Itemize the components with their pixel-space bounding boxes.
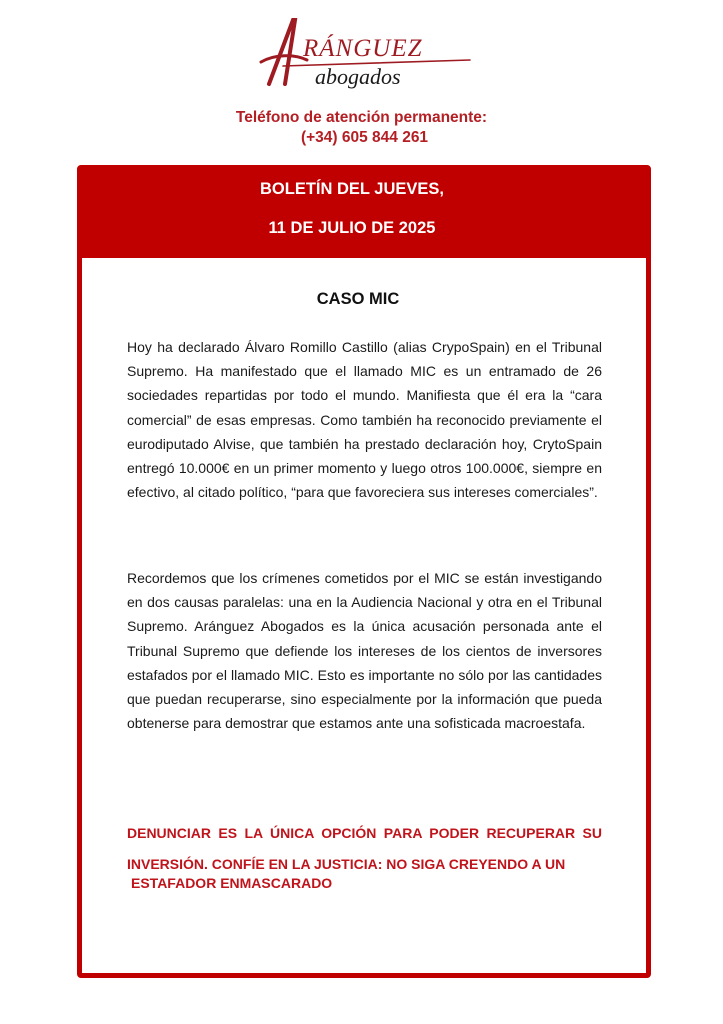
- cta-line-2: INVERSIÓN. CONFÍE EN LA JUSTICIA: NO SIGA CREYENDO A UN: [127, 856, 566, 872]
- cta-line-1: DENUNCIAR ES LA ÚNICA OPCIÓN PARA PODER RECUPERAR SU: [127, 825, 602, 841]
- bulletin-box: [77, 165, 651, 978]
- case-title: CASO MIC: [316, 290, 400, 308]
- paragraph-investigation: Recordemos que los crímenes cometidos por el MIC se están investigando en dos causas paralelas: una en la Audiencia Nacional y otra en el Tribunal Supremo. Aránguez Abogados es la única acusación personada ante el Tribunal Supremo que defiende los intereses de los cientos de inversores estafados por el llamado MIC. Esto es importante no sólo por las cantidades que puedan recuperarse, sino especialmente por la información que pueda obtenerse para demostrar que estamos ante una sofisticada macroestafa.: [127, 570, 602, 732]
- call-to-action: [127, 821, 602, 893]
- bulletin-title-date: 11 DE JULIO DE 2025: [268, 219, 436, 237]
- bulletin-title-day: BOLETÍN DEL JUEVES,: [260, 180, 444, 198]
- paragraph-declaration: Hoy ha declarado Álvaro Romillo Castillo (alias CrypoSpain) en el Tribunal Supremo. Ha manifestado que el llamado MIC es un entramado de 26 sociedades repartidas por todo el mundo. Manifiesta que él era la “cara comercial” de esas empresas. Como también ha reconocido previamente el eurodiputado Alvise, que también ha prestado declaración hoy, CrytoSpain entregó 10.000€ en un primer momento y luego otros 100.000€, siempre en efectivo, al citado político, “para que favoreciera sus intereses comerciales”.: [127, 339, 602, 501]
- aranguez-abogados-logo: [255, 14, 475, 94]
- phone-label: Teléfono de atención permanente:: [235, 109, 488, 126]
- phone-number: (+34) 605 844 261: [300, 129, 429, 146]
- svg-text:RÁNGUEZ: RÁNGUEZ: [303, 35, 423, 62]
- logo-graphic: [255, 14, 475, 94]
- svg-text:abogados: abogados: [315, 64, 401, 89]
- contact-phone-block: [0, 108, 723, 148]
- cta-line-3: ESTAFADOR ENMASCARADO: [131, 875, 333, 891]
- bulletin-header: [82, 170, 646, 258]
